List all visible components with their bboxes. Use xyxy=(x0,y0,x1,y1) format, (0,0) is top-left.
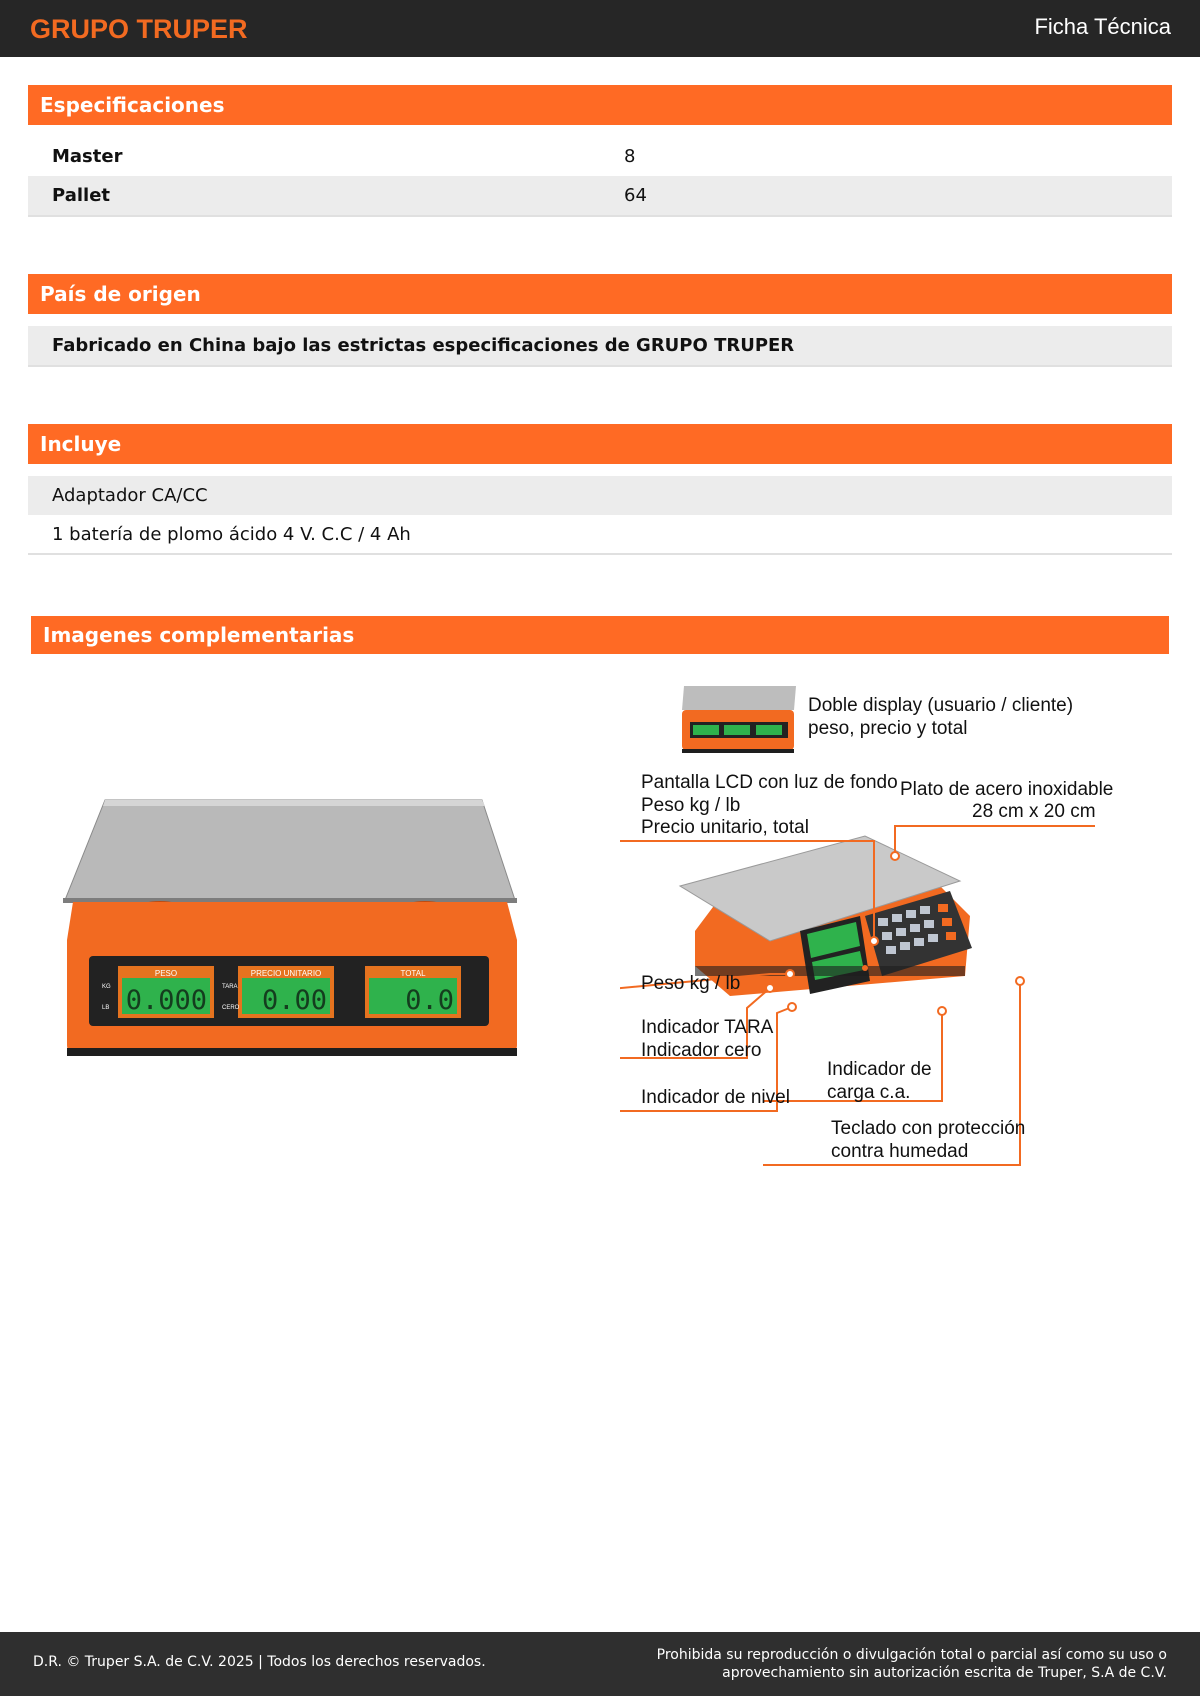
divider xyxy=(28,215,1172,217)
footer-notice xyxy=(657,1646,1167,1682)
annotation-carga-2: carga c.a. xyxy=(827,1082,911,1103)
footer xyxy=(0,1632,1200,1696)
spec-label: Master xyxy=(52,146,123,167)
footer-copyright: D.R. © Truper S.A. de C.V. 2025 | Todos los derechos reservados. xyxy=(33,1654,486,1670)
annotation-pantalla-1: Pantalla LCD con luz de fondo xyxy=(641,772,898,793)
footer-notice-line-1: Prohibida su reproducción o divulgación total o parcial así como su uso o xyxy=(656,1647,1167,1663)
brand-logo: GRUPO TRUPER xyxy=(30,14,248,44)
top-bar xyxy=(0,0,1200,57)
divider xyxy=(28,365,1172,367)
lcd-label-total: TOTAL xyxy=(400,969,426,978)
lcd-unit-kg: KG xyxy=(102,984,111,990)
annotation-tara-2: Indicador cero xyxy=(641,1040,762,1061)
annotation-pantalla-2: Peso kg / lb xyxy=(641,795,741,816)
section-header-pais: País de origen xyxy=(28,274,1172,314)
lcd-unit-lb: LB xyxy=(102,1005,110,1011)
annotation-teclado-2: contra humedad xyxy=(831,1141,969,1162)
include-item: 1 batería de plomo ácido 4 V. C.C / 4 Ah xyxy=(52,524,411,545)
section-header-especificaciones: Especificaciones xyxy=(28,85,1172,125)
lcd-value-peso: 0.000 xyxy=(125,985,207,1016)
document-type: Ficha Técnica xyxy=(1034,14,1171,39)
section-header-incluye: Incluye xyxy=(28,424,1172,464)
annotation-plato-2: 28 cm x 20 cm xyxy=(972,801,1096,822)
annotation-doble-display-2: peso, precio y total xyxy=(808,718,968,739)
annotation-carga-1: Indicador de xyxy=(827,1059,932,1080)
spec-value: 64 xyxy=(624,185,647,206)
annotation-tara-1: Indicador TARA xyxy=(641,1017,774,1038)
lcd-tara: TARA xyxy=(222,984,238,990)
scale-front-image xyxy=(55,790,525,1060)
spec-row-master xyxy=(28,137,1172,176)
lcd-value-precio: 0.00 xyxy=(261,985,327,1016)
lcd-label-peso: PESO xyxy=(154,969,178,978)
origin-text: Fabricado en China bajo las estrictas especificaciones de GRUPO TRUPER xyxy=(28,326,1172,365)
spec-row-pallet xyxy=(28,176,1172,215)
include-item: Adaptador CA/CC xyxy=(28,476,1172,515)
annotation-peso: Peso kg / lb xyxy=(641,973,741,994)
annotation-nivel: Indicador de nivel xyxy=(641,1087,790,1108)
lcd-value-total: 0.0 xyxy=(405,985,454,1016)
lcd-label-precio: PRECIO UNITARIO xyxy=(250,969,322,978)
annotation-doble-display-1: Doble display (usuario / cliente) xyxy=(808,695,1074,716)
spec-value: 8 xyxy=(624,146,636,167)
spec-label: Pallet xyxy=(52,185,111,206)
section-header-imagenes: Imagenes complementarias xyxy=(31,616,1169,654)
lcd-cero: CERO xyxy=(222,1005,240,1011)
annotation-pantalla-3: Precio unitario, total xyxy=(641,817,809,838)
annotation-teclado-1: Teclado con protección xyxy=(831,1118,1026,1139)
footer-notice-line-2: aprovechamiento sin autorización escrita de Truper, S.A de C.V. xyxy=(722,1665,1167,1681)
divider xyxy=(28,553,1172,555)
annotation-plato-1: Plato de acero inoxidable xyxy=(900,779,1114,800)
